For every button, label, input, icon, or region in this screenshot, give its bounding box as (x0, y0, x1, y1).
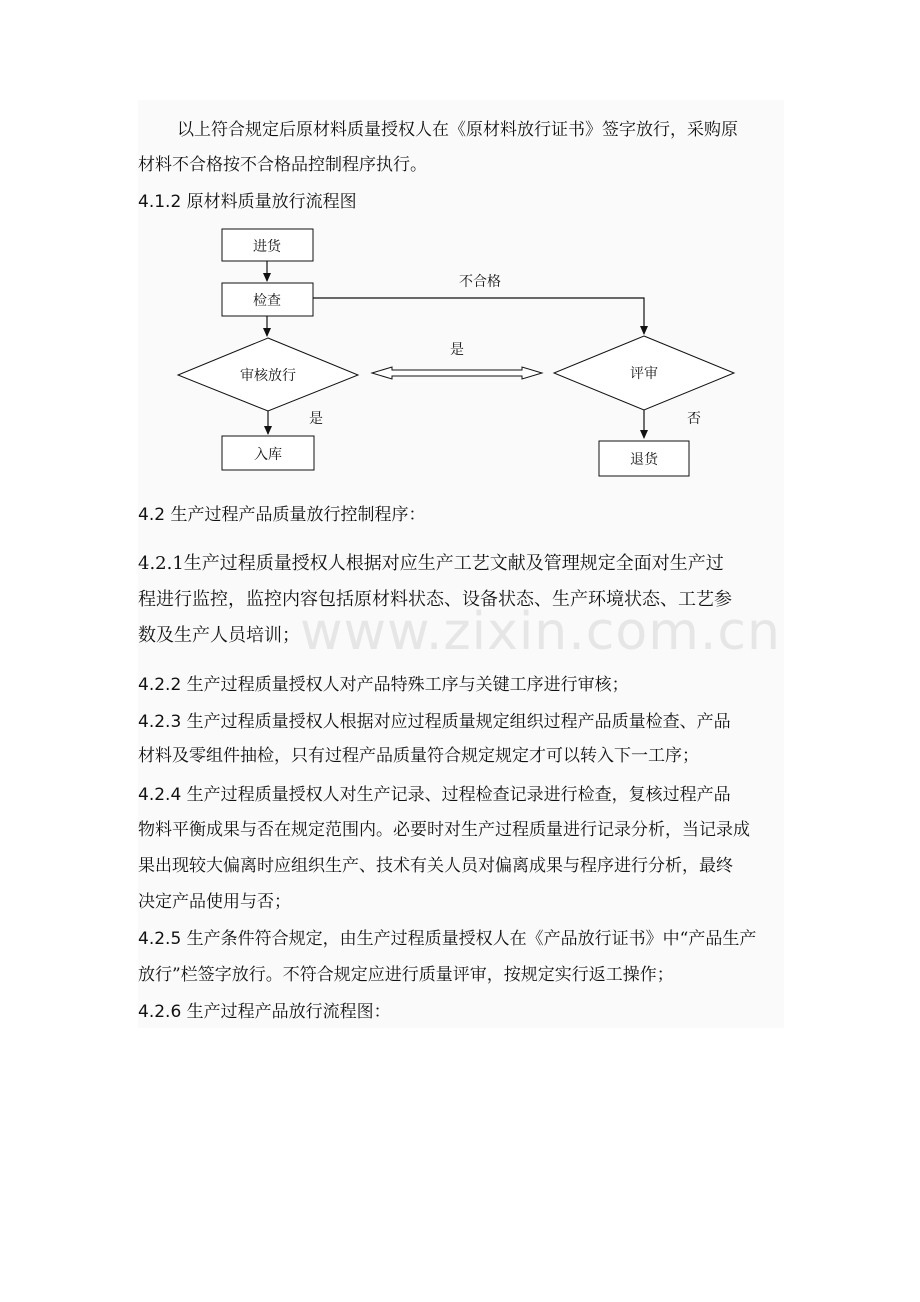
label-yes-mid: 是 (450, 342, 464, 358)
node-return-goods-label: 退货 (630, 452, 658, 468)
paragraph-number: 4.2.3 (138, 712, 182, 732)
section-4-2-heading (138, 505, 425, 525)
paragraph-number: 4.2.6 (138, 1002, 182, 1022)
label-no: 否 (687, 411, 701, 427)
paragraph-number: 4.2.4 (138, 785, 182, 805)
node-return-goods (599, 441, 689, 476)
node-review-label: 评审 (630, 366, 658, 382)
node-audit-release (178, 338, 358, 411)
p-4-2-1-line-1: 4.2.1生产过程质量授权人根据对应生产工艺文献及管理规定全面对生产过 (138, 553, 724, 574)
section-number: 4.2 (138, 505, 166, 525)
p-4-2-4-line-3: 果出现较大偏离时应组织生产、技术有关人员对偏离成果与程序进行分析，最终 (138, 856, 733, 876)
p-4-2-5-line-2: 放行”栏签字放行。不符合规定应进行质量评审，按规定实行返工操作； (138, 965, 674, 985)
intro-line-2: 材料不合格按不合格品控制程序执行。 (138, 155, 427, 175)
p-4-2-1-line-3: 数及生产人员培训； (138, 625, 300, 646)
intro-line-1: 以上符合规定后原材料质量授权人在《原材料放行证书》签字放行，采购原 (177, 120, 738, 140)
arrow-check-to-review (313, 298, 644, 334)
label-yes-bottom: 是 (309, 411, 323, 427)
section-title: 生产过程产品质量放行控制程序： (170, 505, 426, 525)
node-incoming-goods-label: 进货 (253, 239, 281, 255)
paragraph-text: 生产过程质量授权人对生产记录、过程检查记录进行检查，复核过程产品 (186, 785, 731, 805)
paragraph-text: 生产条件符合规定，由生产过程质量授权人在《产品放行证书》中“产品生产 (186, 929, 757, 949)
paragraph-text: 生产过程质量授权人根据对应过程质量规定组织过程产品质量检查、产品 (186, 712, 731, 732)
section-number: 4.1.2 (138, 192, 182, 212)
node-inspection (222, 283, 313, 316)
p-4-2-1-line-2: 程进行监控，监控内容包括原材料状态、设备状态、生产环境状态、工艺参 (138, 589, 732, 610)
p-4-2-2 (138, 675, 629, 695)
node-audit-release-label: 审核放行 (240, 368, 296, 384)
paragraph-text: 生产过程质量授权人对产品特殊工序与关键工序进行审核； (186, 675, 629, 695)
node-review (554, 336, 734, 410)
label-fail: 不合格 (459, 274, 501, 290)
p-4-2-5-line-1 (138, 929, 756, 949)
watermark: www.zixin.com.cn (300, 602, 781, 662)
node-incoming-goods (222, 229, 313, 261)
node-warehouse-entry-label: 入库 (254, 447, 282, 463)
paragraph-number: 4.2.2 (138, 675, 182, 695)
node-inspection-label: 检查 (253, 293, 281, 309)
node-warehouse-entry (222, 436, 314, 470)
p-4-2-6 (138, 1002, 391, 1022)
p-4-2-3-line-2: 材料及零组件抽检，只有过程产品质量符合规定规定才可以转入下一工序； (138, 746, 699, 766)
paragraph-number: 4.2.5 (138, 929, 182, 949)
paragraph-text: 生产过程产品放行流程图： (186, 1002, 391, 1022)
double-arrow (372, 367, 542, 379)
p-4-2-3-line-1 (138, 712, 731, 732)
p-4-2-4-line-4: 决定产品使用与否； (138, 892, 291, 912)
p-4-2-4-line-2: 物料平衡成果与否在规定范围内。必要时对生产过程质量进行记录分析，当记录成 (138, 820, 750, 840)
p-4-2-4-line-1 (138, 785, 731, 805)
section-title: 原材料质量放行流程图 (186, 192, 357, 212)
raw-material-release-flowchart (0, 0, 920, 500)
